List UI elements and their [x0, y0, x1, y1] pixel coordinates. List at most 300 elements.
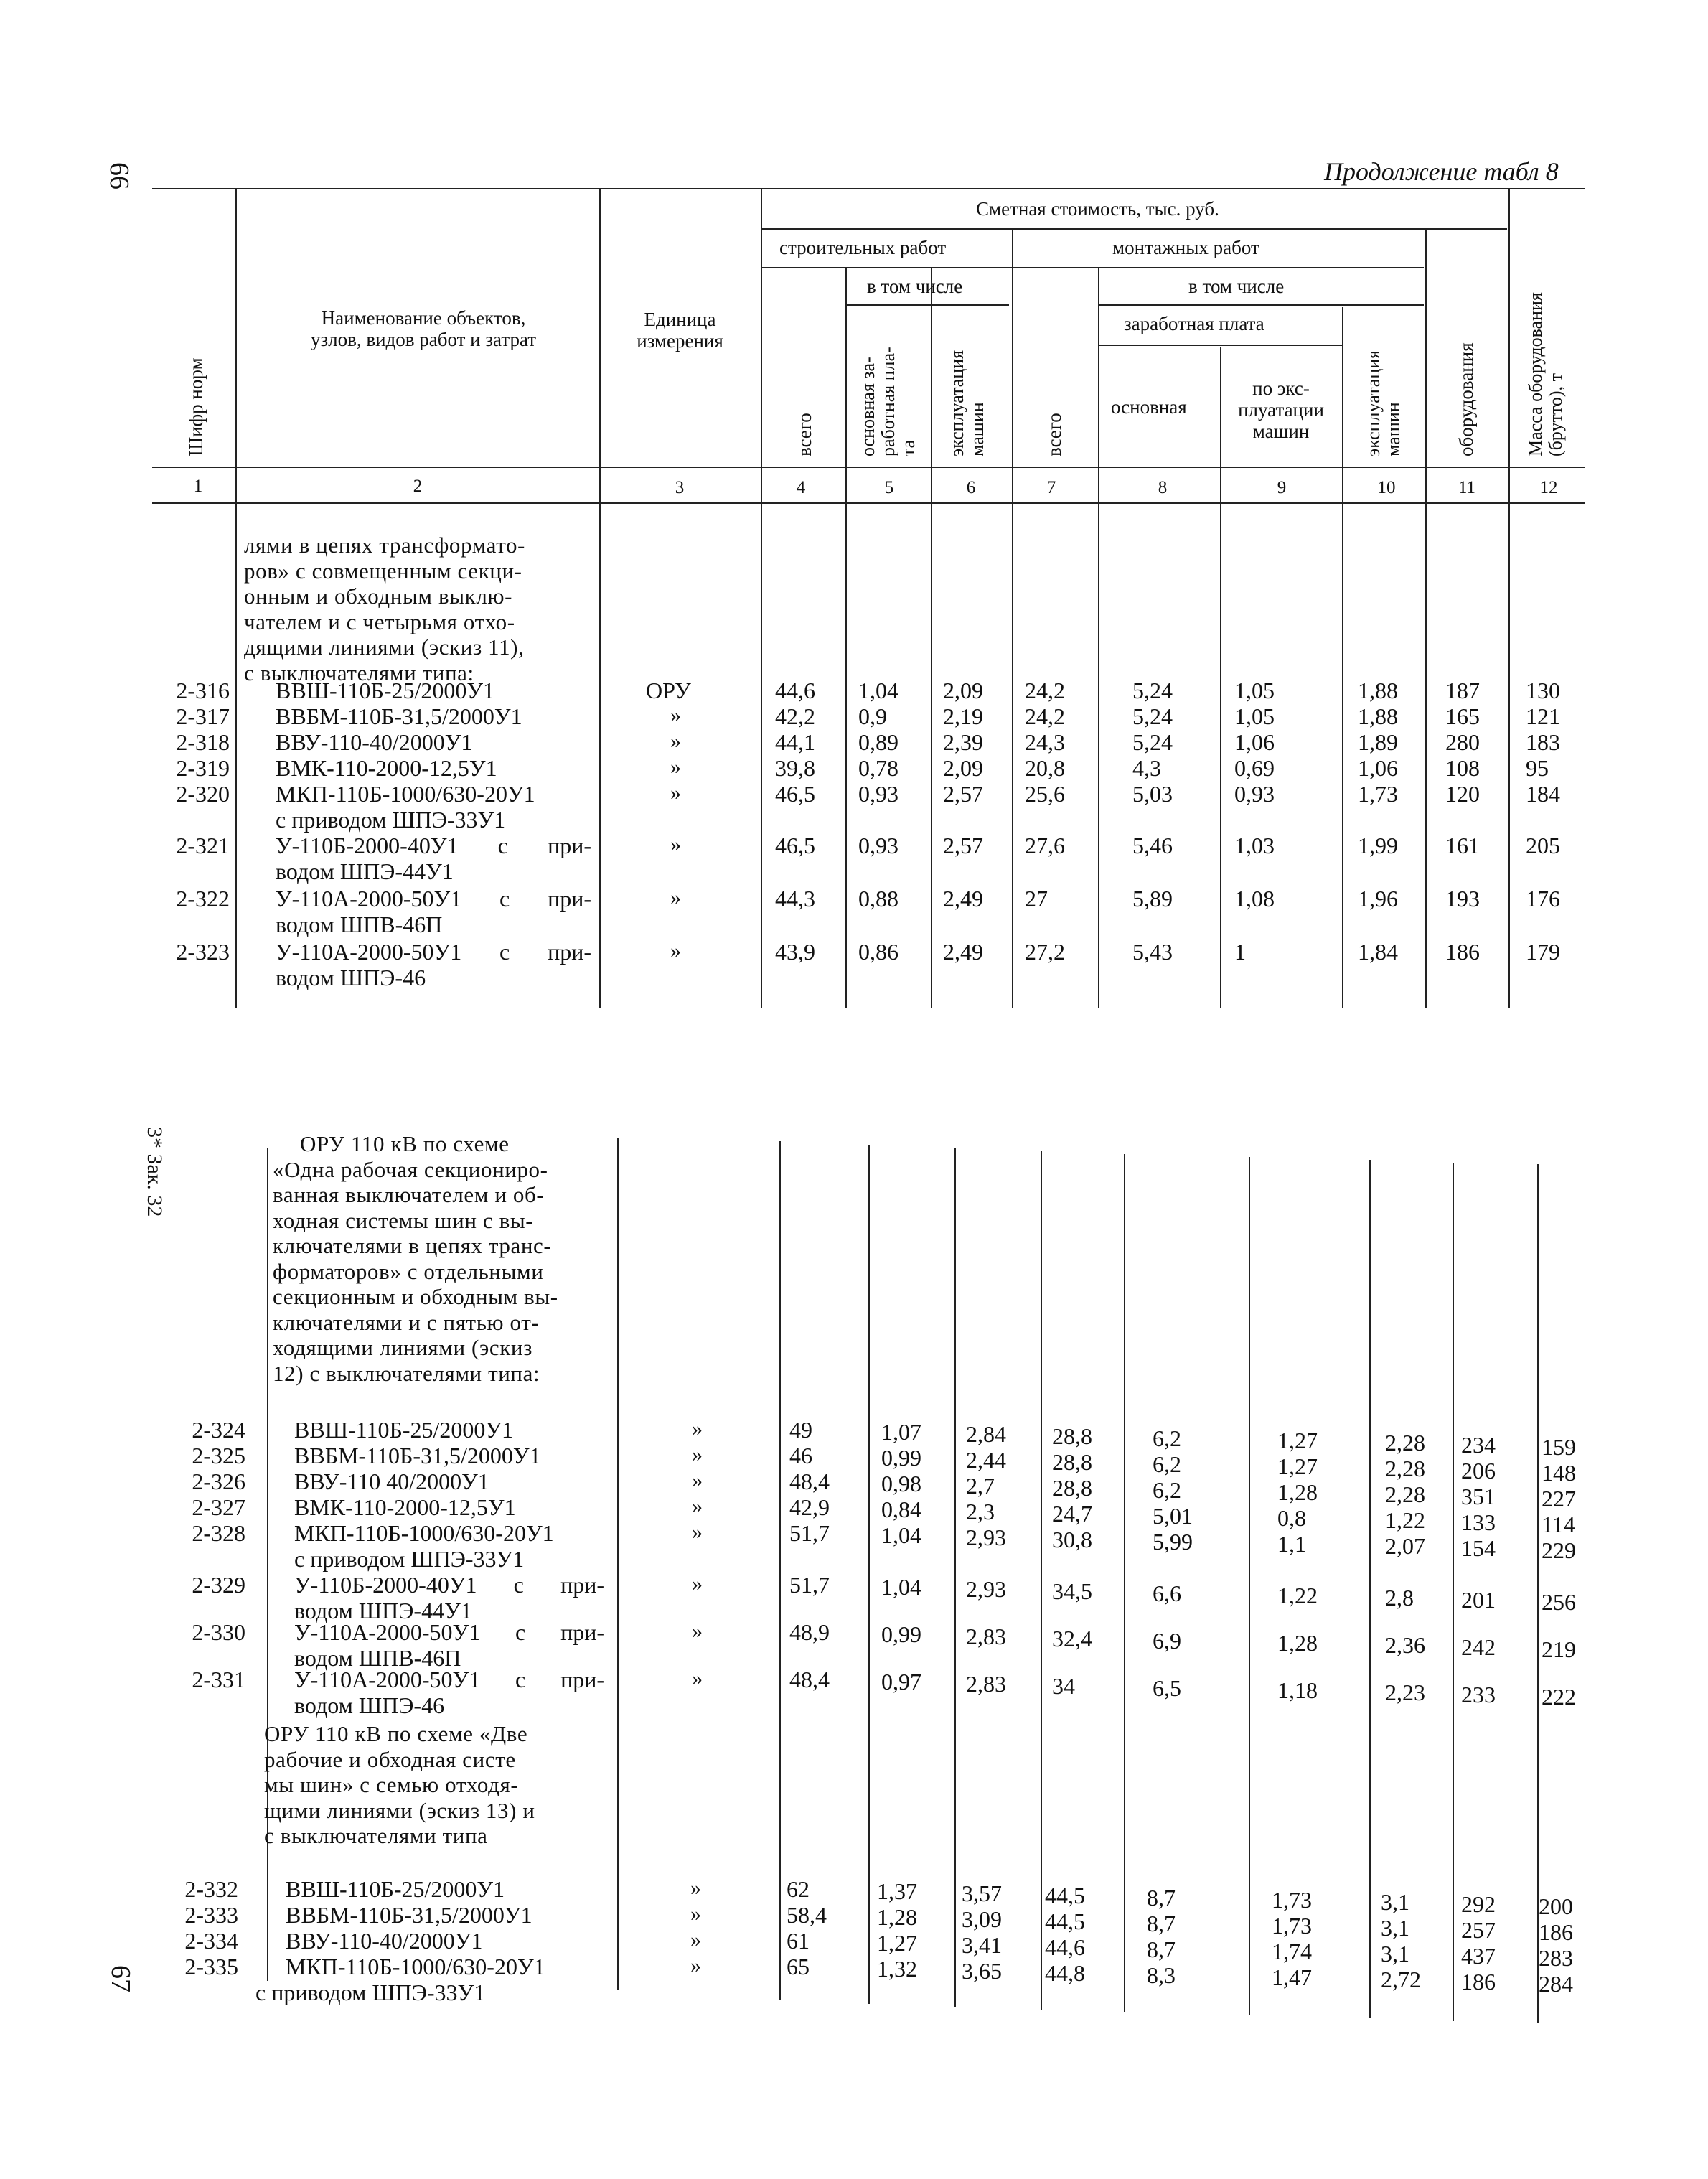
desc-line: ключателями и с пятью от-	[273, 1309, 540, 1335]
row-name-line: водом ШПВ-46П	[276, 912, 443, 937]
row-value: 2,28	[1385, 1456, 1425, 1481]
row-value: 3,1	[1381, 1941, 1409, 1967]
row-value: 6,9	[1153, 1628, 1181, 1654]
row-value: 0,9	[858, 703, 887, 729]
row-value: 1,28	[877, 1904, 917, 1930]
column-number: 5	[884, 478, 894, 497]
row-value: 24,7	[1052, 1501, 1092, 1527]
continuation-caption: Продолжение табл 8	[1324, 157, 1559, 186]
col-unit-header-line: Единица	[644, 309, 716, 330]
row-value: 65	[787, 1954, 810, 1979]
row-name-line: ВВУ-110-40/2000У1	[286, 1928, 483, 1954]
row-value: 1,03	[1234, 833, 1275, 858]
basic-wages-header-line: та	[898, 439, 919, 456]
row-value: 2,72	[1381, 1967, 1421, 1992]
row-code: 2-332	[184, 1876, 238, 1902]
row-code: 2-331	[192, 1667, 245, 1692]
row-unit: »	[670, 755, 681, 779]
row-value: 3,41	[962, 1932, 1002, 1958]
column-number: 2	[413, 477, 423, 496]
row-value: 1,27	[1277, 1453, 1318, 1479]
row-value: 5,24	[1132, 678, 1173, 703]
basic-wages-header-line: работная пла-	[878, 347, 898, 456]
row-name-line: с приводом ШПЭ-33У1	[255, 1979, 486, 2005]
row-value: 46,5	[775, 833, 815, 858]
row-value: 183	[1526, 729, 1560, 755]
desc-line: 12) с выключателями типа:	[273, 1360, 540, 1386]
section-2-description	[273, 1131, 558, 1386]
row-value: 176	[1526, 886, 1560, 912]
row-value: 46	[789, 1443, 812, 1468]
machine-wages-header	[1221, 378, 1341, 442]
row-name-line: ВВШ-110Б-25/2000У1	[286, 1876, 505, 1902]
desc-line: ОРУ 110 кВ по схеме «Две	[264, 1721, 528, 1746]
col-code-header: Шифр норм	[185, 357, 207, 456]
row-name-line: с приводом ШПЭ-33У1	[294, 1546, 525, 1572]
row-value: 186	[1445, 939, 1480, 965]
row-value: 1,73	[1272, 1913, 1312, 1939]
machine-wages-header-line: плуатации	[1238, 399, 1324, 421]
row-value: 44,5	[1045, 1883, 1085, 1908]
desc-line: щими линиями (эскиз 13) и	[264, 1797, 535, 1823]
row-unit: »	[692, 1572, 703, 1595]
column-number: 8	[1158, 478, 1168, 497]
row-value: 20,8	[1025, 755, 1065, 781]
row-value: 0,89	[858, 729, 898, 755]
row-value: 1,22	[1277, 1583, 1318, 1608]
row-value: 30,8	[1052, 1527, 1092, 1552]
machine-op-header-line: машин	[967, 402, 987, 456]
row-name-line: МКП-110Б-1000/630-20У1	[276, 781, 535, 807]
row-value: 5,99	[1153, 1529, 1193, 1555]
wages-header: заработная плата	[1124, 313, 1264, 334]
row-value: 2,49	[943, 886, 983, 912]
row-value: 2,19	[943, 703, 983, 729]
row-value: 3,57	[962, 1880, 1002, 1906]
row-value: 42,9	[789, 1494, 830, 1520]
row-value: 1,96	[1358, 886, 1398, 912]
row-value: 1,37	[877, 1878, 917, 1904]
row-value: 1,27	[877, 1930, 917, 1956]
row-value: 0,78	[858, 755, 898, 781]
col-unit-header-line: измерения	[637, 330, 723, 352]
row-value: 1,08	[1234, 886, 1275, 912]
row-value: 121	[1526, 703, 1560, 729]
row-unit: »	[692, 1468, 703, 1492]
row-value: 34,5	[1052, 1578, 1092, 1604]
row-name-line: водом ШПЭ-46	[294, 1692, 445, 1718]
construction-total-header: всего	[794, 413, 815, 456]
row-value: 46,5	[775, 781, 815, 807]
desc-line: форматоров» с отдельными	[273, 1258, 544, 1284]
row-value: 242	[1461, 1634, 1496, 1660]
row-unit: »	[692, 1619, 703, 1643]
row-name-line: водом ШПЭ-44У1	[294, 1598, 472, 1623]
row-code: 2-319	[176, 755, 230, 781]
row-value: 2,49	[943, 939, 983, 965]
row-value: 0,93	[858, 781, 898, 807]
row-value: 130	[1526, 678, 1560, 703]
row-value: 8,7	[1147, 1885, 1176, 1911]
machine-wages-header-line: по экс-	[1252, 378, 1310, 399]
row-value: 154	[1461, 1535, 1496, 1561]
row-value: 1,04	[858, 678, 898, 703]
row-value: 1,88	[1358, 678, 1398, 703]
row-value: 2,83	[966, 1623, 1006, 1649]
mass-header-line: (брутто), т	[1545, 373, 1566, 456]
row-name-line: МКП-110Б-1000/630-20У1	[294, 1520, 554, 1546]
row-value: 280	[1445, 729, 1480, 755]
cost-group-header: Сметная стоимость, тыс. руб.	[976, 198, 1219, 220]
row-unit: »	[692, 1443, 703, 1466]
desc-line: лями в цепях трансформато-	[244, 533, 525, 558]
col-name-header-line: узлов, видов работ и затрат	[310, 329, 537, 350]
mass-header	[1526, 292, 1566, 456]
row-value: 6,5	[1153, 1675, 1181, 1701]
row-value: 2,8	[1385, 1585, 1414, 1611]
desc-line: онным и обходным выклю-	[244, 584, 513, 609]
row-value: 108	[1445, 755, 1480, 781]
row-value: 2,09	[943, 678, 983, 703]
row-value: 48,4	[789, 1667, 830, 1692]
row-value: 1,06	[1234, 729, 1275, 755]
row-unit: »	[670, 939, 681, 962]
desc-line: ванная выключателем и об-	[273, 1182, 545, 1207]
desc-line: чателем и с четырьмя отхо-	[244, 609, 515, 634]
row-code: 2-320	[176, 781, 230, 807]
row-value: 24,2	[1025, 703, 1065, 729]
row-value: 1,47	[1272, 1964, 1312, 1990]
row-code: 2-327	[192, 1494, 245, 1520]
row-value: 2,7	[966, 1473, 995, 1499]
page-rule	[152, 188, 1585, 189]
column-number: 4	[796, 478, 806, 497]
row-value: 6,6	[1153, 1580, 1181, 1606]
row-value: 95	[1526, 755, 1549, 781]
row-value: 1	[1234, 939, 1246, 965]
row-value: 1,1	[1277, 1531, 1306, 1557]
row-value: 3,09	[962, 1906, 1002, 1932]
row-value: 1,05	[1234, 678, 1275, 703]
row-name-line: водом ШПЭ-44У1	[276, 858, 454, 884]
desc-line: дящими линиями (эскиз 11),	[244, 634, 525, 660]
row-value: 0,84	[881, 1496, 921, 1522]
row-name-line: У-110Б-2000-40У1 с при-	[294, 1572, 604, 1598]
row-value: 1,22	[1385, 1507, 1425, 1533]
row-unit: »	[692, 1667, 703, 1690]
column-number: 12	[1539, 478, 1558, 497]
row-value: 2,3	[966, 1499, 995, 1524]
top-page-number: 66	[104, 162, 134, 189]
row-value: 5,01	[1153, 1503, 1193, 1529]
row-unit: »	[692, 1494, 703, 1518]
row-value: 62	[787, 1876, 810, 1902]
row-value: 234	[1461, 1432, 1496, 1458]
row-value: 186	[1461, 1969, 1496, 1995]
row-value: 3,65	[962, 1958, 1002, 1984]
row-code: 2-323	[176, 939, 230, 965]
row-value: 39,8	[775, 755, 815, 781]
row-value: 233	[1461, 1682, 1496, 1707]
row-value: 437	[1461, 1943, 1496, 1969]
row-value: 193	[1445, 886, 1480, 912]
row-value: 283	[1539, 1945, 1573, 1971]
row-value: 24,2	[1025, 678, 1065, 703]
row-code: 2-330	[192, 1619, 245, 1645]
row-name-line: водом ШПВ-46П	[294, 1645, 461, 1671]
row-name-line: У-110А-2000-50У1 с при-	[294, 1619, 604, 1645]
row-value: 206	[1461, 1458, 1496, 1484]
row-code: 2-317	[176, 703, 230, 729]
row-name-line: ВМК-110-2000-12,5У1	[276, 755, 497, 781]
row-value: 351	[1461, 1484, 1496, 1509]
desc-line: с выключателями типа	[264, 1823, 488, 1848]
row-value: 2,83	[966, 1671, 1006, 1697]
column-number: 7	[1046, 478, 1056, 497]
desc-line: мы шин» с семью отходя-	[264, 1772, 519, 1797]
row-unit: »	[692, 1520, 703, 1544]
row-value: 1,05	[1234, 703, 1275, 729]
row-value: 5,46	[1132, 833, 1173, 858]
side-note: 3* Зак. 32	[143, 1127, 166, 1217]
row-name-line: ВВШ-110Б-25/2000У1	[294, 1417, 514, 1443]
desc-line: с выключателями типа:	[244, 660, 474, 685]
installation-machine-op-header-line: машин	[1383, 402, 1404, 456]
row-value: 1,27	[1277, 1428, 1318, 1453]
row-value: 6,2	[1153, 1477, 1181, 1503]
row-code: 2-328	[192, 1520, 245, 1546]
row-value: 179	[1526, 939, 1560, 965]
row-value: 48,9	[789, 1619, 830, 1645]
row-value: 0,97	[881, 1669, 921, 1695]
row-code: 2-329	[192, 1572, 245, 1598]
row-value: 1,28	[1277, 1630, 1318, 1656]
section-3-description	[264, 1721, 535, 1849]
basic-wages-header-line: основная за-	[858, 357, 878, 456]
row-code: 2-325	[192, 1443, 245, 1468]
column-number: 3	[675, 478, 685, 497]
row-value: 2,28	[1385, 1430, 1425, 1456]
row-value: 0,69	[1234, 755, 1275, 781]
col-name-header	[266, 307, 581, 350]
row-value: 34	[1052, 1673, 1075, 1699]
row-value: 6,2	[1153, 1451, 1181, 1477]
row-unit: ОРУ	[646, 678, 691, 703]
row-value: 8,7	[1147, 1911, 1176, 1936]
basic-wages-header	[858, 347, 919, 456]
desc-line: рабочие и обходная систе	[264, 1746, 516, 1772]
bottom-page-number: 67	[105, 1965, 136, 1992]
row-value: 292	[1461, 1891, 1496, 1917]
row-name-line: с приводом ШПЭ-33У1	[276, 807, 506, 833]
row-code: 2-334	[184, 1928, 238, 1954]
row-name-line: водом ШПЭ-46	[276, 965, 426, 990]
row-value: 27	[1025, 886, 1048, 912]
row-value: 2,23	[1385, 1679, 1425, 1705]
row-value: 5,24	[1132, 729, 1173, 755]
row-value: 27,6	[1025, 833, 1065, 858]
row-unit: »	[670, 781, 681, 805]
desc-line: ходная системы шин с вы-	[273, 1207, 534, 1233]
row-value: 1,84	[1358, 939, 1398, 965]
row-name-line: МКП-110Б-1000/630-20У1	[286, 1954, 545, 1979]
row-unit: »	[692, 1417, 703, 1440]
row-value: 205	[1526, 833, 1560, 858]
row-value: 44,5	[1045, 1908, 1085, 1934]
row-value: 61	[787, 1928, 810, 1954]
row-value: 120	[1445, 781, 1480, 807]
row-value: 0,86	[858, 939, 898, 965]
desc-line: секционным и обходным вы-	[273, 1284, 558, 1309]
row-value: 1,06	[1358, 755, 1398, 781]
row-value: 5,89	[1132, 886, 1173, 912]
row-value: 28,8	[1052, 1423, 1092, 1449]
installation-machine-op-header	[1364, 350, 1404, 456]
row-value: 5,03	[1132, 781, 1173, 807]
row-value: 256	[1542, 1589, 1576, 1615]
row-name-line: ВМК-110-2000-12,5У1	[294, 1494, 516, 1520]
row-code: 2-326	[192, 1468, 245, 1494]
row-value: 1,73	[1358, 781, 1398, 807]
row-value: 8,3	[1147, 1962, 1176, 1988]
row-unit: »	[690, 1902, 701, 1926]
row-value: 44,6	[775, 678, 815, 703]
row-value: 44,1	[775, 729, 815, 755]
desc-line: ОРУ 110 кВ по схеме	[300, 1131, 510, 1156]
row-value: 28,8	[1052, 1449, 1092, 1475]
row-value: 165	[1445, 703, 1480, 729]
row-value: 42,2	[775, 703, 815, 729]
row-code: 2-318	[176, 729, 230, 755]
row-value: 58,4	[787, 1902, 827, 1928]
row-value: 2,36	[1385, 1632, 1425, 1658]
row-code: 2-333	[184, 1902, 238, 1928]
row-name-line: ВВШ-110Б-25/2000У1	[276, 678, 495, 703]
row-unit: »	[690, 1876, 701, 1900]
row-value: 2,44	[966, 1447, 1006, 1473]
row-name-line: У-110А-2000-50У1 с при-	[294, 1667, 604, 1692]
row-value: 1,28	[1277, 1479, 1318, 1505]
row-value: 133	[1461, 1509, 1496, 1535]
machine-op-header-line: эксплуатация	[947, 350, 967, 456]
row-name-line: ВВУ-110-40/2000У1	[276, 729, 473, 755]
row-value: 2,28	[1385, 1481, 1425, 1507]
row-value: 6,2	[1153, 1425, 1181, 1451]
row-unit: »	[690, 1928, 701, 1951]
row-value: 1,04	[881, 1574, 921, 1600]
row-value: 227	[1542, 1486, 1576, 1512]
row-value: 43,9	[775, 939, 815, 965]
row-name-line: У-110А-2000-50У1 с при-	[276, 939, 591, 965]
row-code: 2-335	[184, 1954, 238, 1979]
row-value: 44,3	[775, 886, 815, 912]
row-value: 184	[1526, 781, 1560, 807]
row-code: 2-316	[176, 678, 230, 703]
row-value: 161	[1445, 833, 1480, 858]
machine-op-header	[947, 350, 987, 456]
row-value: 2,93	[966, 1576, 1006, 1602]
row-value: 27,2	[1025, 939, 1065, 965]
column-number: 11	[1458, 478, 1476, 497]
row-value: 229	[1542, 1537, 1576, 1563]
row-name-line: ВВУ-110 40/2000У1	[294, 1468, 489, 1494]
row-value: 1,04	[881, 1522, 921, 1548]
installation-header: монтажных работ	[1112, 237, 1259, 258]
row-value: 2,39	[943, 729, 983, 755]
row-value: 49	[789, 1417, 812, 1443]
row-value: 0,98	[881, 1471, 921, 1496]
row-value: 28,8	[1052, 1475, 1092, 1501]
row-value: 186	[1539, 1919, 1573, 1945]
row-code: 2-322	[176, 886, 230, 912]
row-value: 5,24	[1132, 703, 1173, 729]
row-name-line: ВВБМ-110Б-31,5/2000У1	[276, 703, 522, 729]
row-name-line: У-110Б-2000-40У1 с при-	[276, 833, 591, 858]
row-value: 5,43	[1132, 939, 1173, 965]
row-value: 0,99	[881, 1445, 921, 1471]
row-value: 4,3	[1132, 755, 1161, 781]
basic-header: основная	[1111, 396, 1187, 418]
row-value: 1,89	[1358, 729, 1398, 755]
column-number: 6	[966, 478, 976, 497]
installation-total-header: всего	[1043, 413, 1065, 456]
installation-machine-op-header-line: эксплуатация	[1363, 350, 1384, 456]
row-code: 2-324	[192, 1417, 245, 1443]
section-1-description	[244, 533, 525, 685]
row-value: 51,7	[789, 1572, 830, 1598]
row-value: 284	[1539, 1971, 1573, 1997]
row-value: 0,8	[1277, 1505, 1306, 1531]
row-unit: »	[670, 703, 681, 727]
row-value: 3,1	[1381, 1915, 1409, 1941]
desc-line: «Одна рабочая секциониро-	[273, 1156, 548, 1182]
row-unit: »	[670, 886, 681, 909]
row-value: 1,18	[1277, 1677, 1318, 1703]
construction-including-header: в том числе	[867, 276, 963, 297]
row-value: 1,74	[1272, 1939, 1312, 1964]
construction-header: строительных работ	[779, 237, 947, 258]
row-value: 25,6	[1025, 781, 1065, 807]
row-value: 2,84	[966, 1421, 1006, 1447]
row-unit: »	[670, 833, 681, 856]
row-value: 3,1	[1381, 1889, 1409, 1915]
row-value: 159	[1542, 1434, 1576, 1460]
row-value: 257	[1461, 1917, 1496, 1943]
desc-line: ключателями в цепях транс-	[273, 1233, 552, 1258]
row-value: 2,57	[943, 781, 983, 807]
row-value: 44,8	[1045, 1960, 1085, 1986]
row-value: 51,7	[789, 1520, 830, 1546]
row-value: 2,57	[943, 833, 983, 858]
row-value: 1,73	[1272, 1887, 1312, 1913]
row-name-line: ВВБМ-110Б-31,5/2000У1	[294, 1443, 541, 1468]
row-value: 44,6	[1045, 1934, 1085, 1960]
equipment-header: оборудования	[1455, 342, 1477, 456]
row-value: 0,93	[1234, 781, 1275, 807]
row-value: 114	[1542, 1512, 1575, 1537]
row-value: 201	[1461, 1587, 1496, 1613]
row-value: 8,7	[1147, 1936, 1176, 1962]
row-value: 1,32	[877, 1956, 917, 1982]
row-value: 2,09	[943, 755, 983, 781]
row-value: 219	[1542, 1636, 1576, 1662]
row-unit: »	[690, 1954, 701, 1977]
row-name-line: У-110А-2000-50У1 с при-	[276, 886, 591, 912]
row-value: 200	[1539, 1893, 1573, 1919]
row-value: 2,93	[966, 1524, 1006, 1550]
row-value: 48,4	[789, 1468, 830, 1494]
column-number: 1	[193, 477, 203, 496]
